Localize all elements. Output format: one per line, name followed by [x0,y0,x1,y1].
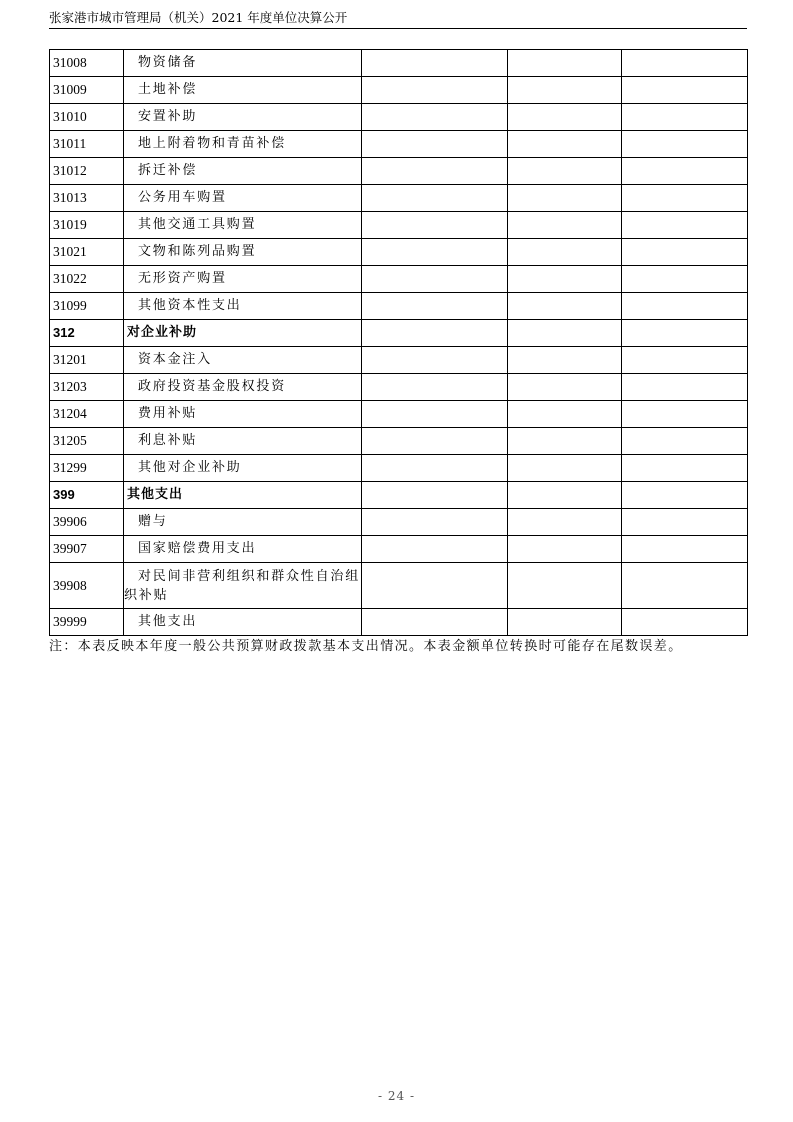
subject-name-cell [124,347,362,374]
amount-cell [508,239,622,266]
subject-code-cell: 312 [50,320,124,347]
amount-cell [508,509,622,536]
subject-code-cell: 31022 [50,266,124,293]
amount-cell [362,239,508,266]
table-category-row [50,482,748,509]
subject-name-cell [124,50,362,77]
table-note: 注：本表反映本年度一般公共预算财政拨款基本支出情况。本表金额单位转换时可能存在尾数误差。 [49,639,683,654]
amount-cell [362,266,508,293]
amount-cell [508,266,622,293]
amount-cell [622,158,748,185]
subject-code-cell: 399 [50,482,124,509]
subject-code-cell: 31010 [50,104,124,131]
subject-code-cell: 31019 [50,212,124,239]
amount-cell [508,50,622,77]
amount-cell [508,77,622,104]
subject-name-text: 政府投资基金股权投资 [138,379,287,394]
table-row [50,293,748,320]
subject-name-cell [124,158,362,185]
amount-cell [622,320,748,347]
table-row [50,347,748,374]
amount-cell [362,609,508,636]
amount-cell [622,482,748,509]
amount-cell [622,266,748,293]
subject-name-text: 利息补贴 [138,433,198,448]
subject-code-cell: 31009 [50,77,124,104]
table-row [50,212,748,239]
table-category-row [50,320,748,347]
amount-cell [508,428,622,455]
subject-code-cell: 31021 [50,239,124,266]
amount-cell [362,428,508,455]
table-row [50,563,748,609]
subject-name-text: 对企业补助 [127,325,198,340]
table-row [50,77,748,104]
amount-cell [622,347,748,374]
amount-cell [362,104,508,131]
amount-cell [508,158,622,185]
table-row [50,509,748,536]
amount-cell [508,482,622,509]
table-row [50,131,748,158]
subject-code-cell: 31013 [50,185,124,212]
amount-cell [622,293,748,320]
subject-name-text: 无形资产购置 [138,271,227,286]
subject-code-cell: 31205 [50,428,124,455]
subject-name-cell [124,185,362,212]
expenditure-table [49,49,748,636]
subject-code-cell: 39908 [50,563,124,609]
subject-name-cell [124,482,362,509]
amount-cell [508,401,622,428]
amount-cell [622,374,748,401]
amount-cell [508,131,622,158]
amount-cell [508,212,622,239]
amount-cell [622,50,748,77]
subject-name-cell [124,320,362,347]
subject-name-text: 文物和陈列品购置 [138,244,257,259]
subject-name-cell [124,609,362,636]
table-row [50,428,748,455]
table-row [50,374,748,401]
subject-name-cell [124,563,362,609]
amount-cell [508,347,622,374]
table-row [50,401,748,428]
amount-cell [508,374,622,401]
amount-cell [622,239,748,266]
subject-name-text: 对民间非营利组织和群众性自治组织补贴 [124,568,361,603]
subject-name-cell [124,401,362,428]
subject-code-cell: 31299 [50,455,124,482]
amount-cell [362,536,508,563]
amount-cell [622,401,748,428]
subject-name-text: 国家赔偿费用支出 [138,541,257,556]
amount-cell [508,609,622,636]
amount-cell [508,293,622,320]
subject-name-cell [124,455,362,482]
subject-code-cell: 31099 [50,293,124,320]
table-row [50,455,748,482]
subject-name-cell [124,374,362,401]
subject-name-text: 其他交通工具购置 [138,217,257,232]
subject-name-text: 地上附着物和青苗补偿 [138,136,287,151]
subject-name-cell [124,536,362,563]
subject-code-cell: 31203 [50,374,124,401]
amount-cell [362,50,508,77]
subject-name-text: 资本金注入 [138,352,213,367]
amount-cell [362,347,508,374]
expenditure-table-body [50,50,748,636]
subject-name-cell [124,239,362,266]
subject-name-cell [124,131,362,158]
amount-cell [622,185,748,212]
amount-cell [622,455,748,482]
amount-cell [622,536,748,563]
subject-name-text: 其他资本性支出 [138,298,242,313]
amount-cell [622,212,748,239]
subject-name-cell [124,509,362,536]
page-number: - 24 - [377,1089,415,1103]
subject-name-text: 安置补助 [138,109,198,124]
amount-cell [508,320,622,347]
amount-cell [508,104,622,131]
subject-code-cell: 39999 [50,609,124,636]
amount-cell [362,185,508,212]
table-row [50,239,748,266]
amount-cell [508,536,622,563]
table-row [50,104,748,131]
subject-name-text: 物资储备 [138,55,198,70]
amount-cell [362,293,508,320]
table-row [50,185,748,212]
table-row [50,50,748,77]
amount-cell [622,428,748,455]
subject-name-text: 其他支出 [127,487,184,502]
amount-cell [362,455,508,482]
subject-code-cell: 31204 [50,401,124,428]
amount-cell [622,509,748,536]
table-row [50,609,748,636]
subject-name-text: 其他支出 [138,614,198,629]
amount-cell [362,374,508,401]
subject-code-cell: 39907 [50,536,124,563]
amount-cell [362,131,508,158]
subject-name-text: 土地补偿 [138,82,198,97]
amount-cell [622,104,748,131]
subject-code-cell: 31201 [50,347,124,374]
subject-name-cell [124,104,362,131]
amount-cell [362,401,508,428]
amount-cell [622,563,748,609]
amount-cell [622,77,748,104]
amount-cell [362,482,508,509]
amount-cell [362,509,508,536]
amount-cell [508,563,622,609]
subject-name-cell [124,428,362,455]
document-header: 张家港市城市管理局（机关）2021 年度单位决算公开 [49,10,348,25]
amount-cell [622,609,748,636]
amount-cell [362,320,508,347]
amount-cell [362,158,508,185]
amount-cell [508,455,622,482]
table-row [50,158,748,185]
subject-name-text: 其他对企业补助 [138,460,242,475]
amount-cell [362,563,508,609]
subject-name-cell [124,266,362,293]
subject-code-cell: 31008 [50,50,124,77]
subject-code-cell: 31011 [50,131,124,158]
header-rule [49,28,747,29]
subject-name-text: 费用补贴 [138,406,198,421]
subject-name-cell [124,77,362,104]
amount-cell [362,77,508,104]
subject-name-cell [124,293,362,320]
subject-code-cell: 31012 [50,158,124,185]
table-row [50,536,748,563]
subject-name-text: 公务用车购置 [138,190,227,205]
amount-cell [362,212,508,239]
subject-code-cell: 39906 [50,509,124,536]
subject-name-cell [124,212,362,239]
amount-cell [508,185,622,212]
subject-name-text: 赠与 [138,514,168,529]
amount-cell [622,131,748,158]
subject-name-text: 拆迁补偿 [138,163,198,178]
table-row [50,266,748,293]
